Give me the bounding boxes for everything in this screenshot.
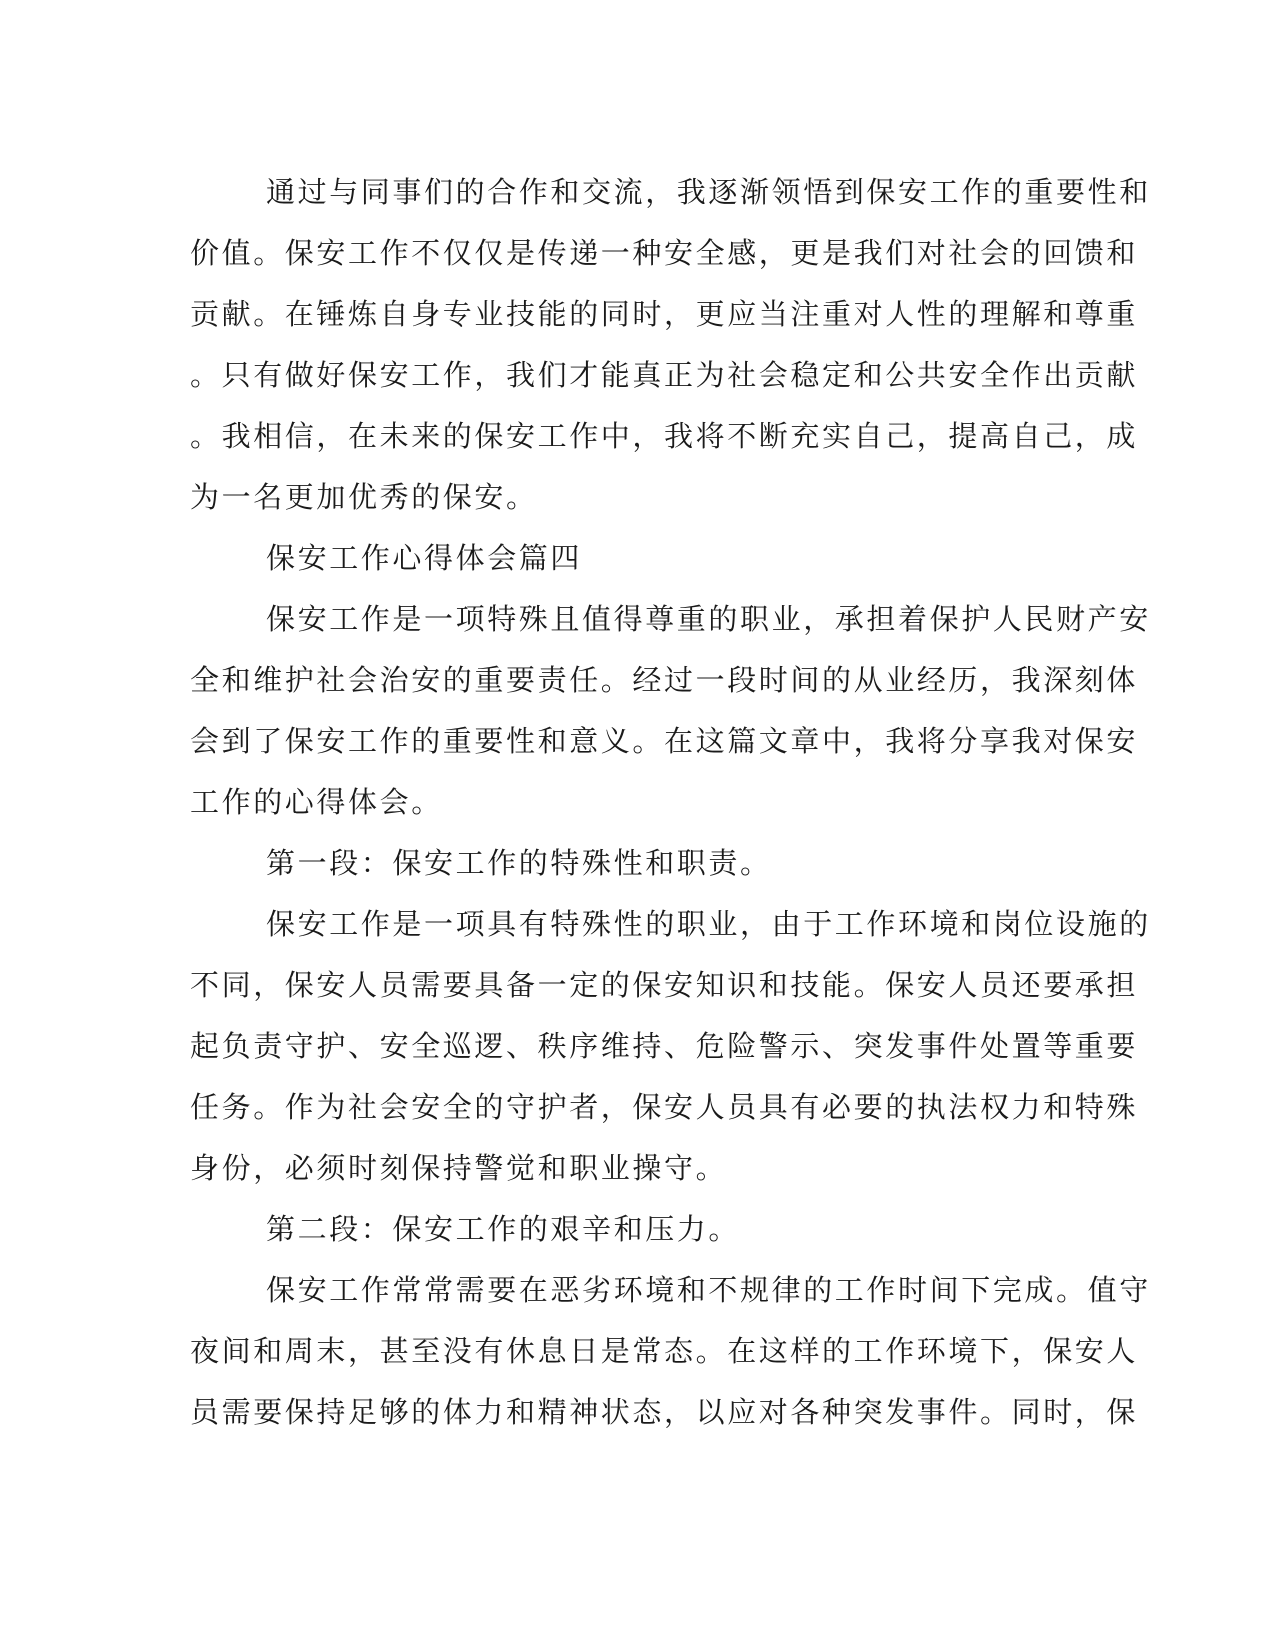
- text-line: 。我相信，在未来的保安工作中，我将不断充实自己，提高自己，成: [190, 419, 1139, 453]
- paragraph-intro: [190, 589, 1151, 833]
- subheading-part-one: [190, 833, 1090, 894]
- text-line: 夜间和周末，甚至没有休息日是常态。在这样的工作环境下，保安人: [190, 1334, 1139, 1368]
- text-line: 价值。保安工作不仅仅是传递一种安全感，更是我们对社会的回馈和: [190, 236, 1139, 270]
- subheading-part-two: [190, 1199, 1090, 1260]
- heading-line: 保安工作心得体会篇四: [266, 541, 583, 575]
- text-line: 。只有做好保安工作，我们才能真正为社会稳定和公共安全作出贡献: [190, 358, 1139, 392]
- text-line: 保安工作是一项具有特殊性的职业，由于工作环境和岗位设施的: [266, 907, 1151, 941]
- text-line: 全和维护社会治安的重要责任。经过一段时间的从业经历，我深刻体: [190, 663, 1139, 697]
- text-line: 会到了保安工作的重要性和意义。在这篇文章中，我将分享我对保安: [190, 724, 1139, 758]
- text-line: 工作的心得体会。: [190, 785, 443, 819]
- heading-line: 第二段：保安工作的艰辛和压力。: [266, 1212, 741, 1246]
- text-line: 任务。作为社会安全的守护者，保安人员具有必要的执法权力和特殊: [190, 1090, 1139, 1124]
- text-line: 起负责守护、安全巡逻、秩序维持、危险警示、突发事件处置等重要: [190, 1029, 1139, 1063]
- section-heading: [190, 528, 1090, 589]
- text-line: 身份，必须时刻保持警觉和职业操守。: [190, 1151, 728, 1185]
- paragraph-part-one: [190, 894, 1151, 1199]
- text-line: 保安工作是一项特殊且值得尊重的职业，承担着保护人民财产安: [266, 602, 1151, 636]
- text-line: 员需要保持足够的体力和精神状态，以应对各种突发事件。同时，保: [190, 1395, 1139, 1429]
- text-line: 贡献。在锤炼自身专业技能的同时，更应当注重对人性的理解和尊重: [190, 297, 1139, 331]
- text-line: 通过与同事们的合作和交流，我逐渐领悟到保安工作的重要性和: [266, 175, 1151, 209]
- text-line: 为一名更加优秀的保安。: [190, 480, 538, 514]
- heading-line: 第一段：保安工作的特殊性和职责。: [266, 846, 772, 880]
- text-line: 不同，保安人员需要具备一定的保安知识和技能。保安人员还要承担: [190, 968, 1139, 1002]
- paragraph-part-two: [190, 1260, 1151, 1443]
- paragraph-conclusion: [190, 162, 1151, 528]
- text-line: 保安工作常常需要在恶劣环境和不规律的工作时间下完成。值守: [266, 1273, 1151, 1307]
- document-body: [190, 162, 1151, 1443]
